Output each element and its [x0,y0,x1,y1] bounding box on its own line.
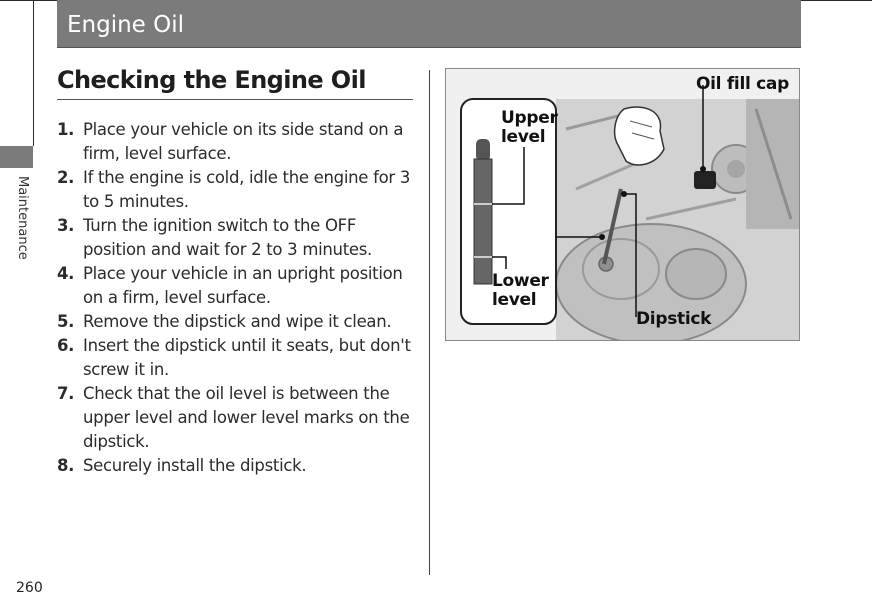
dipstick-blade [474,159,492,284]
step-item [57,334,412,382]
step-text: Securely install the dipstick. [83,456,307,475]
oil-fill-cap-label: Oil fill cap [696,74,789,94]
step-text: Place your vehicle on its side stand on a firm, level surface. [83,120,404,163]
section-header [57,0,801,48]
step-text: Check that the oil level is between the upper level and lower level marks on the dipstick. [83,384,410,451]
step-item [57,454,412,478]
step-number: 3. [57,216,75,235]
step-number: 4. [57,264,75,283]
engine-cover [666,249,726,299]
dipstick-label: Dipstick [636,309,712,329]
step-item [57,214,412,262]
step-text: Place your vehicle in an upright position on a firm, level surface. [83,264,403,307]
step-text: Turn the ignition switch to the OFF position and wait for 2 to 3 minutes. [83,216,372,259]
step-list [57,118,412,478]
step-text: If the engine is cold, idle the engine for 3 to 5 minutes. [83,168,411,211]
step-number: 1. [57,120,75,139]
section-title: Engine Oil [67,12,185,38]
upper-level-label: Upper level [501,108,558,147]
engine-oil-illustration [445,68,800,341]
step-item [57,382,412,454]
page-heading: Checking the Engine Oil [57,66,413,100]
lower-level-label: Lower level [492,271,549,310]
step-item [57,310,412,334]
step-number: 2. [57,168,75,187]
left-rule [33,0,34,146]
dipstick-tip [476,139,490,161]
column-divider [429,70,430,575]
side-section-label: Maintenance [15,176,30,260]
oil-fill-cap-icon [694,171,716,189]
page-number: 260 [16,580,43,596]
step-number: 8. [57,456,75,475]
step-item [57,262,412,310]
section-tab-marker [0,146,33,168]
step-number: 5. [57,312,75,331]
step-number: 6. [57,336,75,355]
step-text: Remove the dipstick and wipe it clean. [83,312,392,331]
step-number: 7. [57,384,75,403]
engine-pulley-hub [727,160,745,178]
step-text: Insert the dipstick until it seats, but don't screw it in. [83,336,411,379]
step-item [57,166,412,214]
step-item [57,118,412,166]
